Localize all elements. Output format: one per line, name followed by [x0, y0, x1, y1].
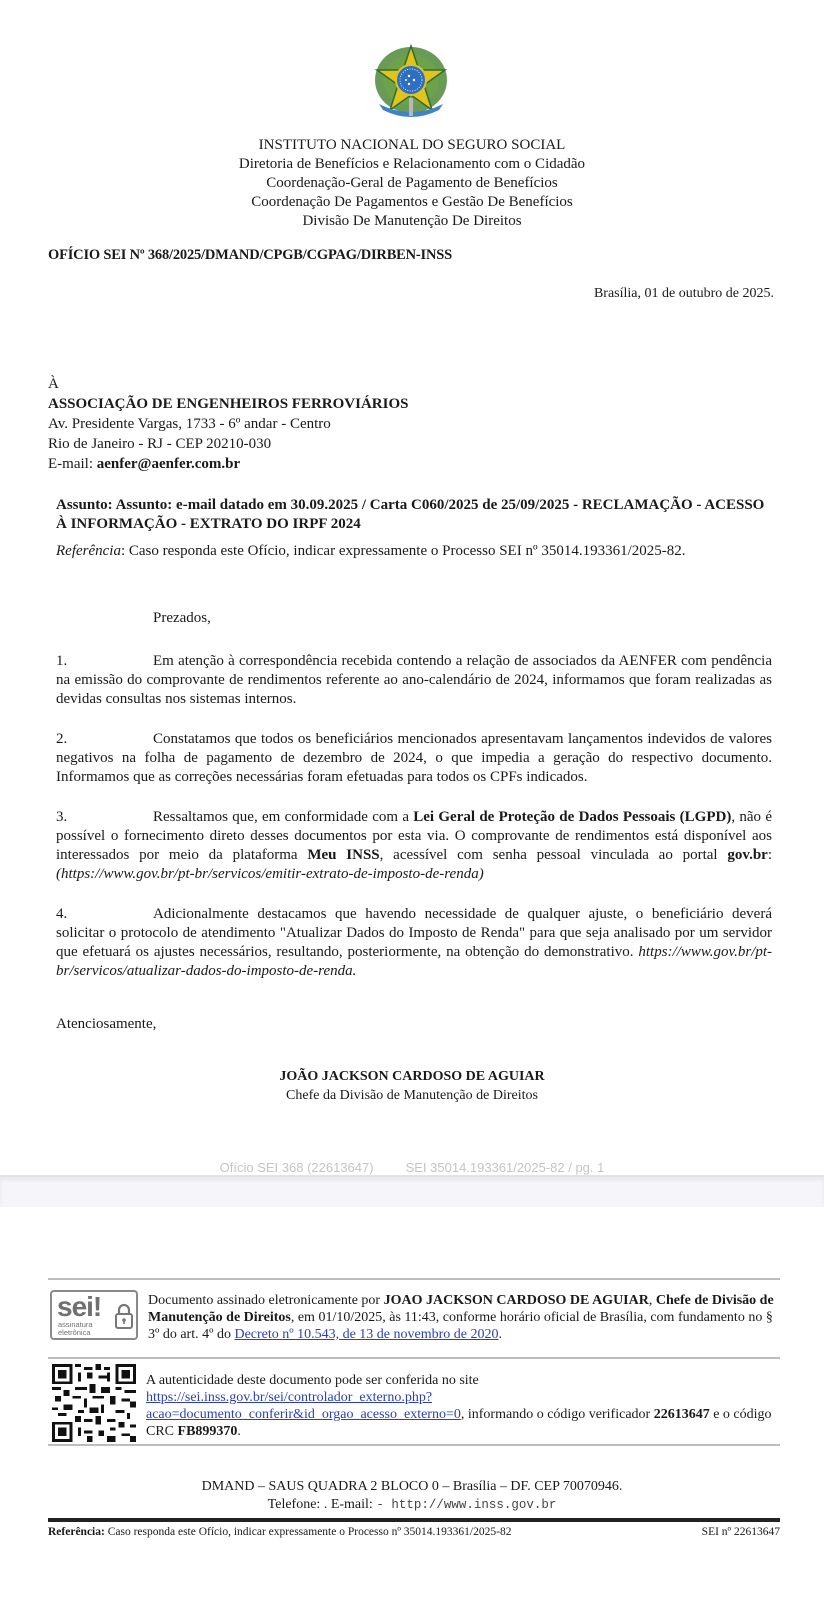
bottom-sei-number: SEI nº 22613647: [701, 1526, 780, 1538]
paragraph-text: Em atenção à correspondência recebida contendo a relação de associados da AENFER com pendência na emissão do comprovante de rendimentos referente ao ano-calendário de 2024, informamos que foram realizadas as devidas consultas nos sistemas internos.: [56, 653, 772, 707]
bottom-ref-label: Referência:: [48, 1526, 105, 1538]
subject-line: Assunto: Assunto: e-mail datado em 30.09.2025 / Carta C060/2025 de 25/09/2025 - RECLAMAÇÃO - ACESSO À INFORMAÇÃO - EXTRATO DO IRPF 2024: [56, 497, 765, 532]
org-line: Coordenação De Pagamentos e Gestão De Benefícios: [251, 194, 573, 210]
sig-text-part: Documento assinado eletronicamente por: [148, 1293, 384, 1308]
reference-text: : Caso responda este Ofício, indicar expressamente o Processo SEI nº 35014.193361/2025-82.: [120, 543, 686, 559]
decree-link[interactable]: Decreto nº 10.543, de 13 de novembro de 2020: [234, 1327, 499, 1342]
paragraph-text: Adicionalmente destacamos que havendo necessidade de qualquer ajuste, o beneficiário deverá solicitar o protocolo de atendimento "Atualizar Dados do Imposto de Renda" para que seja analisado por um servidor que efetuará os ajustes necessários, resultando, posteriormente, na obtenção do demonstrativo.: [56, 906, 772, 960]
lock-icon: [114, 1302, 134, 1330]
paragraph-text: :: [767, 847, 772, 863]
signer-name: JOÃO JACKSON CARDOSO DE AGUIAR: [279, 1069, 545, 1084]
paragraph-number: 1.: [56, 653, 68, 669]
verification-link-line1[interactable]: https://sei.inss.gov.br/sei/controlador_externo.php?: [146, 1390, 433, 1405]
auth-text-part: , informando o código verificador: [460, 1407, 654, 1422]
bottom-reference: [48, 1526, 511, 1538]
lgpd-bold: Lei Geral de Proteção de Dados Pessoais (LGPD): [413, 809, 732, 825]
paragraph-text: , acessível com senha pessoal vinculada ao portal: [379, 847, 728, 863]
page-footer: [0, 1160, 824, 1175]
footer-process-page: SEI 35014.193361/2025-82 / pg. 1: [405, 1160, 605, 1175]
contact-line: [0, 1496, 824, 1514]
sig-signer-role: Chefe de Divisão de Manutenção de Direitos: [148, 1293, 774, 1325]
verifier-code: 22613647: [653, 1407, 710, 1422]
org-line: Divisão De Manutenção De Direitos: [302, 213, 522, 229]
paragraph-text: , não é possível o fornecimento direto desses documentos por esta via. O comprovante de rendimentos está disponível aos interessados por meio da plataforma: [56, 809, 772, 863]
recipient-salutation: À: [48, 376, 59, 392]
qr-code-icon: [51, 1364, 137, 1442]
reference-label: Referência: [56, 543, 121, 559]
govbr-bold: gov.br: [727, 847, 768, 863]
footer-divider: [48, 1518, 780, 1522]
greeting: Prezados,: [153, 610, 211, 626]
divider: [48, 1357, 780, 1359]
bottom-ref-text: Caso responda este Ofício, indicar expressamente o Processo nº 35014.193361/2025-82: [104, 1526, 512, 1538]
paragraph-2: [56, 730, 772, 787]
recipient-address-line1: Av. Presidente Vargas, 1733 - 6º andar - Centro: [48, 416, 331, 432]
page-break-divider: [0, 1175, 824, 1207]
authenticity-text: [146, 1372, 786, 1440]
divider: [48, 1444, 780, 1446]
electronic-signature-text: [148, 1292, 780, 1343]
sei-logo-sub2: eletrônica: [58, 1328, 91, 1337]
sei-logo-subtitle: [58, 1321, 93, 1337]
org-line: INSTITUTO NACIONAL DO SEGURO SOCIAL: [258, 137, 566, 153]
meu-inss-bold: Meu INSS: [307, 847, 380, 863]
paragraph-4: [56, 905, 772, 981]
paragraph-number: 4.: [56, 906, 68, 922]
paragraph-1: [56, 652, 772, 709]
crc-code: FB899370: [177, 1424, 238, 1439]
recipient-email-label: E-mail:: [48, 456, 97, 472]
divider: [48, 1278, 780, 1280]
org-line: Diretoria de Benefícios e Relacionamento com o Cidadão: [238, 156, 586, 172]
atualizar-url: https://www.gov.br/pt-br/servicos/atualizar-dados-do-imposto-de-renda.: [56, 944, 772, 979]
footer-doc-id: Ofício SEI 368 (22613647): [219, 1160, 374, 1175]
signer-role: Chefe da Divisão de Manutenção de Direitos: [286, 1088, 538, 1103]
paragraph-text: Constatamos que todos os beneficiários mencionados apresentavam lançamentos indevidos de valores negativos na folha de pagamento de dezembro de 2024, o que impedia a geração do respectivo documento. Informamos que as correções necessárias foram efetuadas para todos os CPFs indicados.: [56, 731, 772, 785]
recipient-email: aenfer@aenfer.com.br: [96, 456, 241, 472]
paragraph-number: 2.: [56, 731, 68, 747]
extrato-url: (https://www.gov.br/pt-br/servicos/emitir-extrato-de-imposto-de-renda): [56, 866, 484, 882]
document-date: Brasília, 01 de outubro de 2025.: [593, 286, 774, 301]
sei-logo-word: sei!: [57, 1291, 102, 1322]
brazil-coat-of-arms-icon: [369, 40, 453, 122]
recipient-address-line2: Rio de Janeiro - RJ - CEP 20210-030: [48, 436, 272, 452]
sig-text-part: ,: [648, 1293, 656, 1308]
sei-signature-logo: [50, 1290, 138, 1340]
sei-logo-sub1: assinatura: [58, 1320, 93, 1329]
closing: Atenciosamente,: [56, 1016, 157, 1032]
auth-text-part: .: [237, 1424, 241, 1439]
recipient-name: ASSOCIAÇÃO DE ENGENHEIROS FERROVIÁRIOS: [48, 396, 409, 412]
sig-signer: JOAO JACKSON CARDOSO DE AGUIAR: [383, 1293, 649, 1308]
organization-header: [0, 136, 824, 231]
phone-email-label: Telefone: . E-mail:: [267, 1497, 377, 1512]
verification-link-line2[interactable]: acao=documento_conferir&id_orgao_acesso_externo=0: [146, 1407, 461, 1422]
recipient-block: [48, 374, 408, 474]
paragraph-number: 3.: [56, 809, 68, 825]
oficio-number: OFÍCIO SEI Nº 368/2025/DMAND/CPGB/CGPAG/DIRBEN-INSS: [48, 247, 452, 263]
auth-text-part: A autenticidade deste documento pode ser conferida no site: [146, 1373, 479, 1388]
auth-text-part: e o código CRC: [146, 1407, 772, 1439]
recipient-email-row: [48, 454, 408, 474]
sig-text-part: .: [498, 1327, 503, 1342]
paragraph-3: [56, 808, 772, 884]
sig-text-part: , em 01/10/2025, às 11:43, conforme horário oficial de Brasília, com fundamento no § 3º do art. 4º do: [148, 1310, 773, 1342]
paragraph-text: Ressaltamos que, em conformidade com a: [153, 809, 414, 825]
address-footer: [0, 1478, 824, 1514]
website-link[interactable]: - http://www.inss.gov.br: [376, 1498, 557, 1512]
address-line: DMAND – SAUS QUADRA 2 BLOCO 0 – Brasília – DF. CEP 70070946.: [201, 1479, 623, 1494]
reference-line: [56, 542, 772, 561]
org-line: Coordenação-Geral de Pagamento de Benefícios: [266, 175, 558, 191]
